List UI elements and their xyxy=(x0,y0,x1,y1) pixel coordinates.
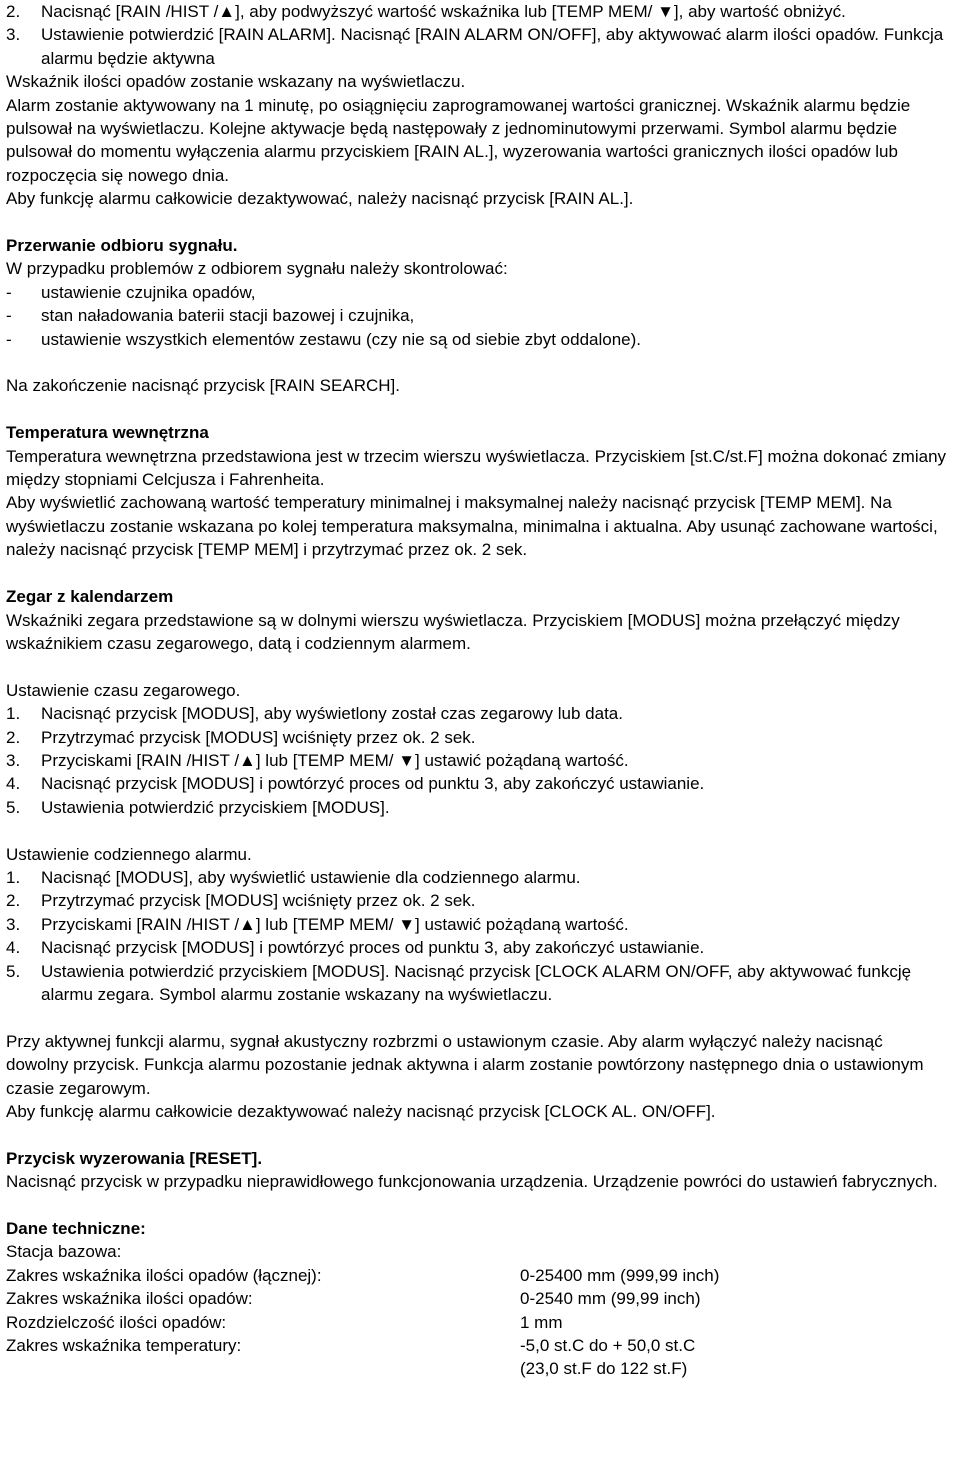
list-item: - ustawienie czujnika opadów, xyxy=(6,281,948,304)
list-item xyxy=(6,936,948,959)
list-item xyxy=(6,23,948,70)
spec-label: Zakres wskaźnika temperatury: xyxy=(6,1336,242,1356)
list-number: 3. xyxy=(6,25,21,45)
list-number: 2. xyxy=(6,727,21,747)
list-text: ustawienie wszystkich elementów zestawu (czy nie są od siebie zbyt oddalone). xyxy=(41,329,642,349)
specs-table xyxy=(6,1264,948,1381)
spec-value: 1 mm xyxy=(520,1312,563,1332)
list-text: Przytrzymać przycisk [MODUS] wciśnięty przez ok. 2 sek. xyxy=(41,891,476,911)
section-heading: Przycisk wyzerowania [RESET]. xyxy=(6,1148,263,1168)
list-item xyxy=(6,866,948,889)
list-text: Przyciskami [RAIN /HIST /▲] lub [TEMP MEM/ ▼] ustawić pożądaną wartość. xyxy=(41,914,629,934)
paragraph: Wskaźniki zegara przedstawione są w dolnymi wierszu wyświetlacza. Przyciskiem [MODUS] można przełączyć między wskaźnikiem czasu zegarowego, datą i codziennym alarmem. xyxy=(6,610,900,653)
paragraph: Wskaźnik ilości opadów zostanie wskazany na wyświetlaczu. xyxy=(6,72,466,92)
list-number: 2. xyxy=(6,2,21,21)
list-item xyxy=(6,772,948,795)
subsection-title: Ustawienie codziennego alarmu. xyxy=(6,844,252,864)
paragraph: Alarm zostanie aktywowany na 1 minutę, po osiągnięciu zaprogramowanej wartości granicznej. Wskaźnik alarmu będzie pulsował na wyświetlaczu. Kolejne aktywacje będą następowały z jednominutowymi przerwami. Symbol alarmu będzie pulsował do momentu wyłączenia alarmu przyciskiem [RAIN AL.], wyzerowania wartości granicznych ilości opadów lub rozpoczęcia się nowego dnia. xyxy=(6,95,911,185)
spec-value: (23,0 st.F do 122 st.F) xyxy=(520,1359,688,1379)
list-text: ustawienie czujnika opadów, xyxy=(41,282,256,302)
list-text: Nacisnąć [RAIN /HIST /▲], aby podwyższyć wartość wskaźnika lub [TEMP MEM/ ▼], aby wartość obniżyć. xyxy=(41,2,846,21)
list-number: 3. xyxy=(6,914,21,934)
list-item xyxy=(6,796,948,819)
list-text: Ustawienie potwierdzić [RAIN ALARM]. Nacisnąć [RAIN ALARM ON/OFF], aby aktywować alarm ilości opadów. Funkcja alarmu będzie aktywna xyxy=(41,25,944,68)
spec-value: 0-2540 mm (99,99 inch) xyxy=(520,1289,701,1309)
list-item xyxy=(6,960,948,1007)
list-item: - ustawienie wszystkich elementów zestawu (czy nie są od siebie zbyt oddalone). xyxy=(6,328,948,351)
list-text: Przyciskami [RAIN /HIST /▲] lub [TEMP MEM/ ▼] ustawić pożądaną wartość. xyxy=(41,750,629,770)
paragraph: Aby wyświetlić zachowaną wartość temperatury minimalnej i maksymalnej należy nacisnąć przycisk [TEMP MEM]. Na wyświetlaczu zostanie wskazana po kolej temperatura maksymalna, minimalna i aktualna. Aby usunąć zachowane wartości, należy nacisnąć przycisk [TEMP MEM] i przytrzymać przez ok. 2 sek. xyxy=(6,493,938,560)
list-item xyxy=(6,0,948,23)
paragraph: W przypadku problemów z odbiorem sygnału należy skontrolować: xyxy=(6,259,508,279)
checklist xyxy=(6,281,948,351)
spec-value: 0-25400 mm (999,99 inch) xyxy=(520,1265,720,1285)
list-number: 1. xyxy=(6,867,21,887)
table-row xyxy=(6,1357,948,1380)
spec-value: -5,0 st.C do + 50,0 st.C xyxy=(520,1336,696,1356)
spec-label xyxy=(6,1357,520,1380)
list-text: Nacisnąć przycisk [MODUS] i powtórzyć proces od punktu 3, aby zakończyć ustawianie. xyxy=(41,938,705,958)
list-item: - stan naładowania baterii stacji bazowej i czujnika, xyxy=(6,304,948,327)
list-item xyxy=(6,726,948,749)
table-row xyxy=(6,1264,948,1287)
subsection-title: Stacja bazowa: xyxy=(6,1242,122,1262)
paragraph: Nacisnąć przycisk w przypadku nieprawidłowego funkcjonowania urządzenia. Urządzenie powróci do ustawień fabrycznych. xyxy=(6,1172,938,1192)
list-number: 5. xyxy=(6,797,21,817)
time-steps-list xyxy=(6,702,948,819)
paragraph: Aby funkcję alarmu całkowicie dezaktywować należy nacisnąć przycisk [CLOCK AL. ON/OFF]. xyxy=(6,1101,716,1121)
section-heading: Temperatura wewnętrzna xyxy=(6,423,209,443)
list-text: Ustawienia potwierdzić przyciskiem [MODUS]. Nacisnąć przycisk [CLOCK ALARM ON/OFF, aby aktywować funkcję alarmu zegara. Symbol alarmu zostanie wskazany na wyświetlaczu. xyxy=(41,961,912,1004)
paragraph: Przy aktywnej funkcji alarmu, sygnał akustyczny rozbrzmi o ustawionym czasie. Aby alarm wyłączyć należy nacisnąć dowolny przycisk. Funkcja alarmu pozostanie jednak aktywna i alarm zostanie powtórzony następnego dnia o ustawionym czasie zegarowym. xyxy=(6,1031,924,1098)
list-text: Ustawienia potwierdzić przyciskiem [MODUS]. xyxy=(41,797,390,817)
list-number: 2. xyxy=(6,891,21,911)
paragraph: Na zakończenie nacisnąć przycisk [RAIN SEARCH]. xyxy=(6,376,400,396)
paragraph: Temperatura wewnętrzna przedstawiona jest w trzecim wierszu wyświetlacza. Przyciskiem [st.C/st.F] można dokonać zmiany między stopniami Celcjusza i Fahrenheita. xyxy=(6,446,947,490)
list-text: stan naładowania baterii stacji bazowej i czujnika, xyxy=(41,306,415,326)
section-heading: Dane techniczne: xyxy=(6,1218,146,1238)
list-number: 4. xyxy=(6,938,21,958)
list-item xyxy=(6,913,948,936)
spec-label: Zakres wskaźnika ilości opadów: xyxy=(6,1289,253,1309)
section-heading: Zegar z kalendarzem xyxy=(6,587,174,607)
table-row xyxy=(6,1287,948,1310)
list-number: 1. xyxy=(6,704,21,724)
list-item xyxy=(6,702,948,725)
table-row xyxy=(6,1334,948,1357)
alarm-steps-list xyxy=(6,866,948,1006)
list-item xyxy=(6,889,948,912)
list-text: Przytrzymać przycisk [MODUS] wciśnięty przez ok. 2 sek. xyxy=(41,727,476,747)
spec-label: Rozdzielczość ilości opadów: xyxy=(6,1312,227,1332)
spec-label: Zakres wskaźnika ilości opadów (łącznej): xyxy=(6,1265,322,1285)
table-row xyxy=(6,1311,948,1334)
list-item xyxy=(6,749,948,772)
list-text: Nacisnąć przycisk [MODUS] i powtórzyć proces od punktu 3, aby zakończyć ustawianie. xyxy=(41,774,705,794)
paragraph: Aby funkcję alarmu całkowicie dezaktywować, należy nacisnąć przycisk [RAIN AL.]. xyxy=(6,189,634,209)
subsection-title: Ustawienie czasu zegarowego. xyxy=(6,680,241,700)
section-heading: Przerwanie odbioru sygnału. xyxy=(6,236,238,256)
list-text: Nacisnąć [MODUS], aby wyświetlić ustawienie dla codziennego alarmu. xyxy=(41,867,581,887)
list-text: Nacisnąć przycisk [MODUS], aby wyświetlony został czas zegarowy lub data. xyxy=(41,704,623,724)
list-number: 3. xyxy=(6,750,21,770)
list-number: 4. xyxy=(6,774,21,794)
top-steps-list xyxy=(6,0,948,70)
list-number: 5. xyxy=(6,961,21,981)
